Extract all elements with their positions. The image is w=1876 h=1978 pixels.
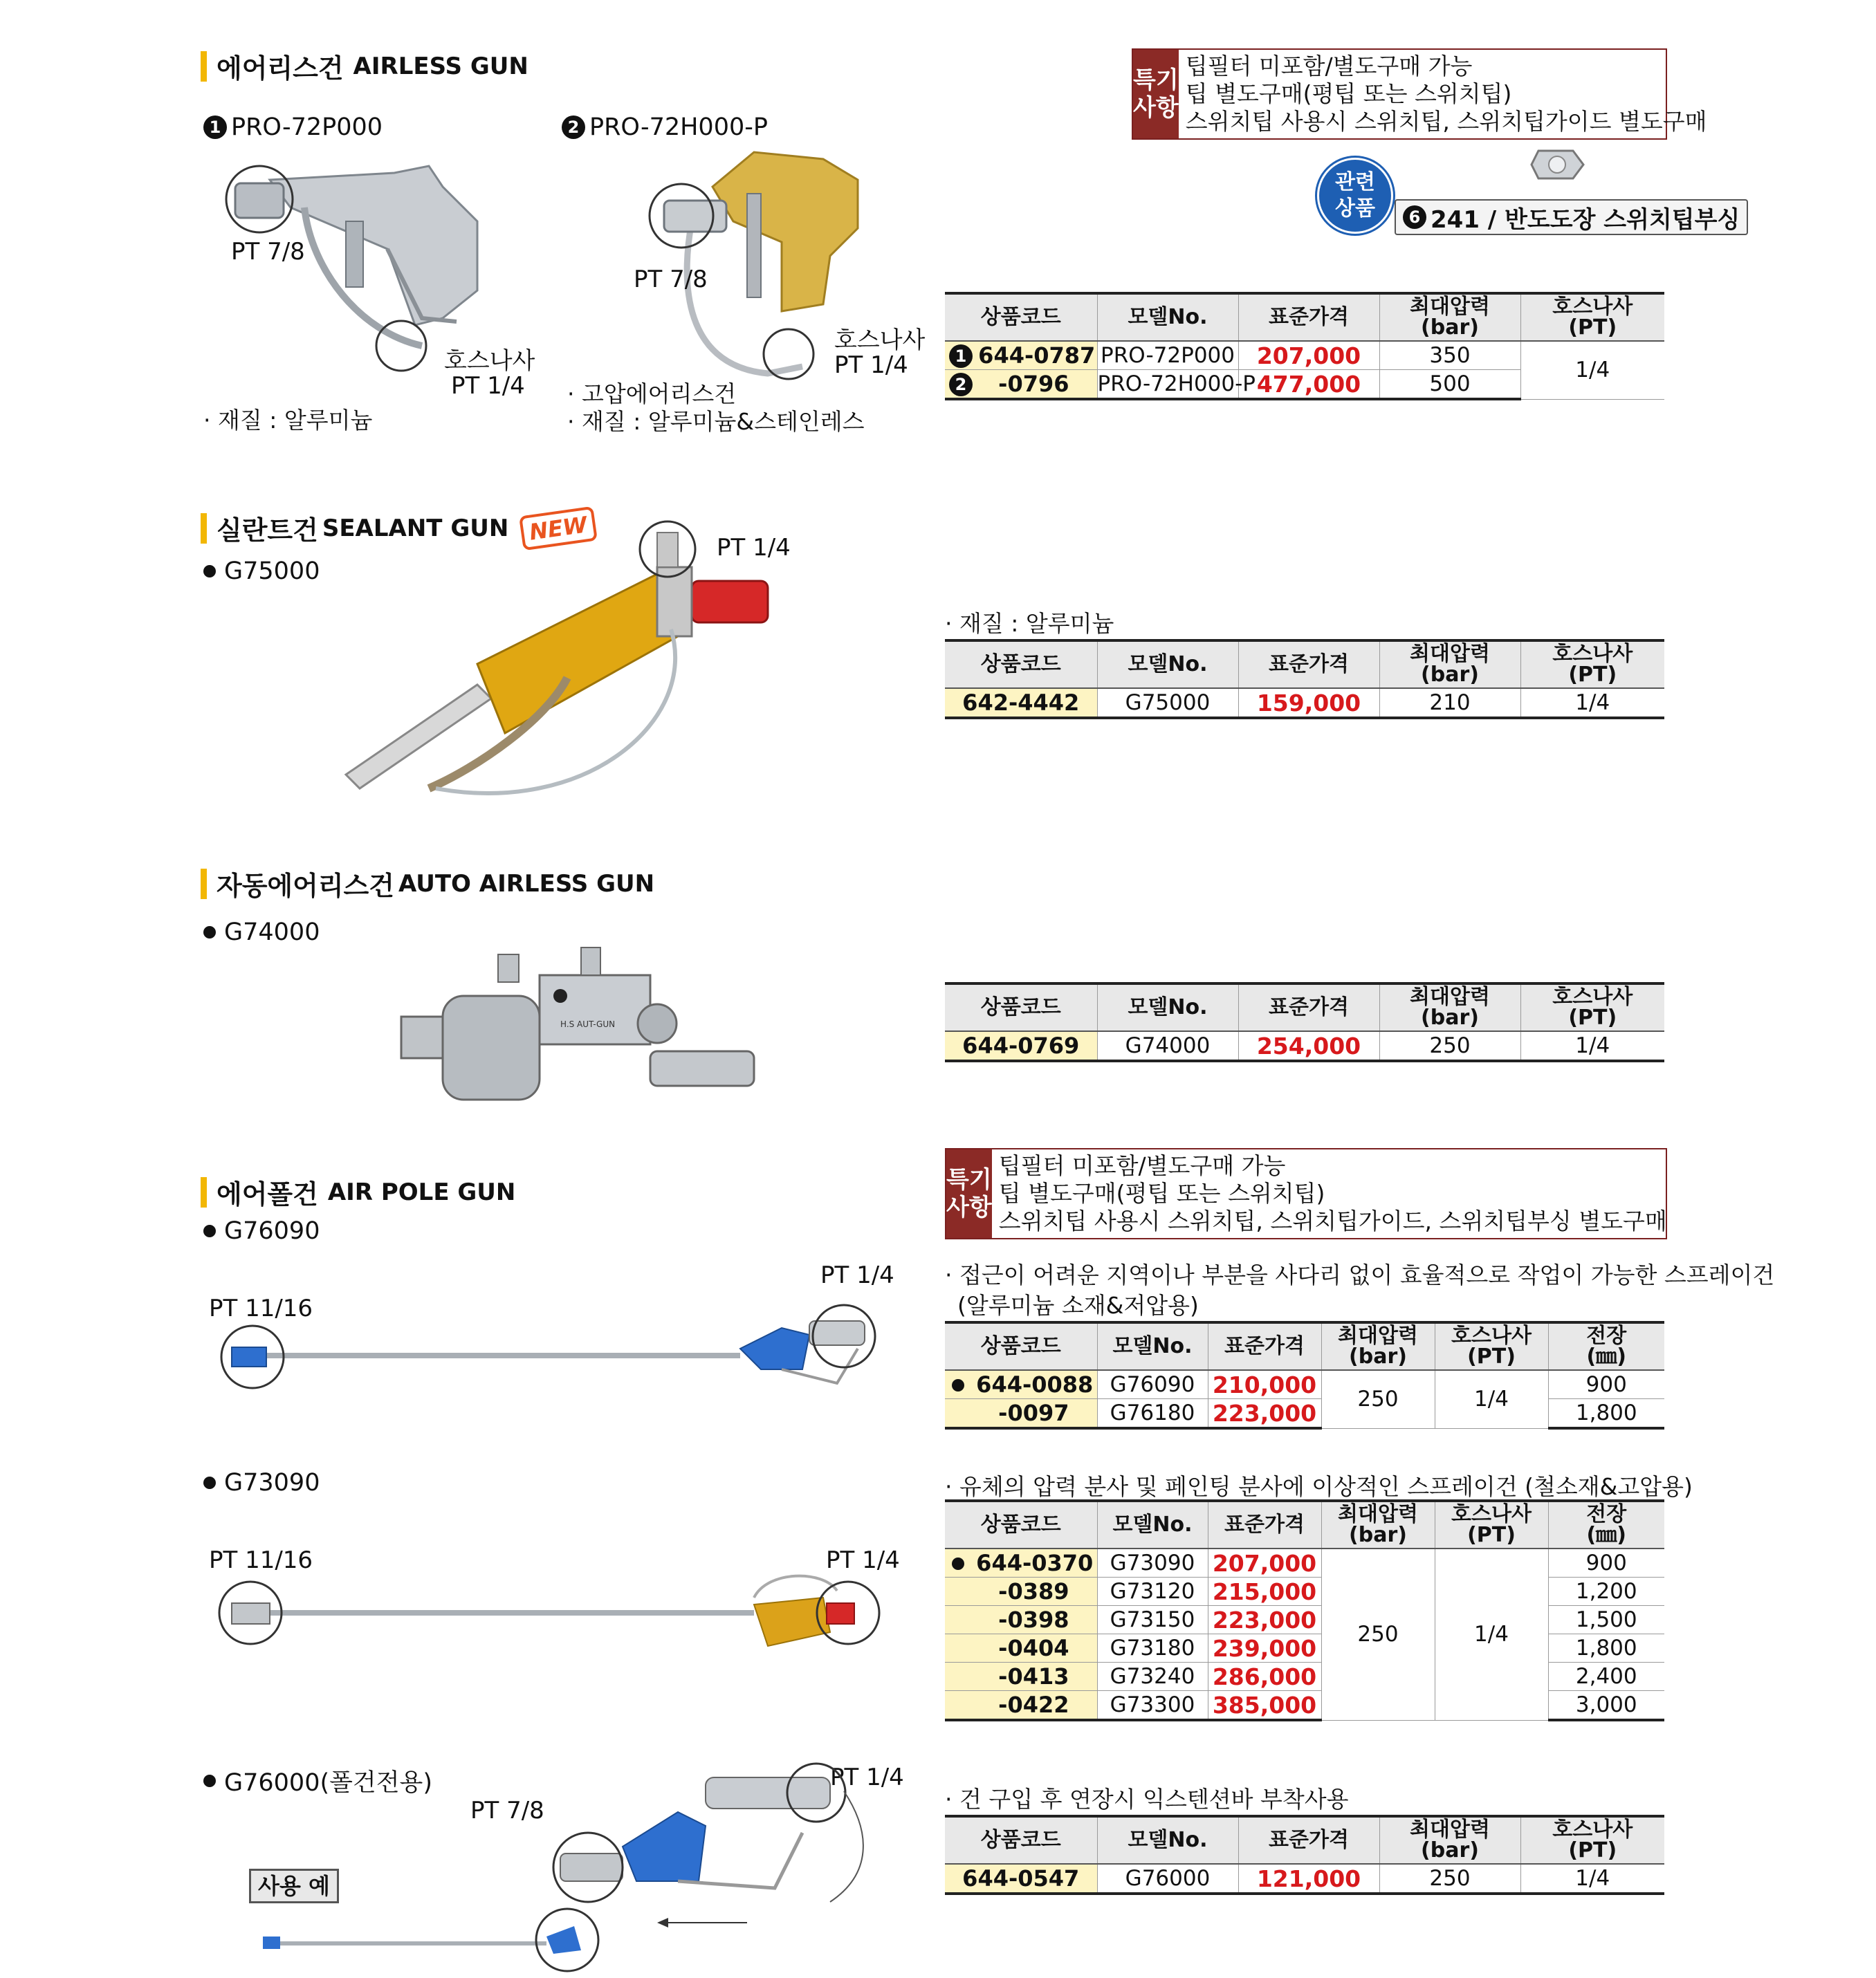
bullet-icon <box>952 1379 964 1392</box>
pole-g2-image <box>214 1570 892 1660</box>
airless-title-ko: 에어리스건 <box>217 53 344 84</box>
auto-gun-body-text: H.S AUT-GUN <box>560 1019 616 1029</box>
special-line-2: 팁 별도구매(평팁 또는 스위치팁) <box>1185 80 1512 107</box>
bullet-icon <box>203 1225 216 1237</box>
gun2-note-2: · 재질 : 알루미늄&스테인레스 <box>567 408 865 435</box>
pressure-cell: 500 <box>1379 370 1520 400</box>
price-cell: 385,000 <box>1208 1691 1321 1721</box>
gun1-material-note: · 재질 : 알루미늄 <box>203 407 373 434</box>
length-cell: 3,000 <box>1548 1691 1664 1721</box>
model-cell: G73300 <box>1097 1691 1208 1721</box>
pole-g2-model-label: G73090 <box>224 1469 320 1497</box>
header-hose: 호스나사 (PT) <box>1435 1322 1548 1370</box>
header-length: 전장 (㎜) <box>1548 1501 1664 1549</box>
price-cell: 239,000 <box>1208 1634 1321 1663</box>
header-price: 표준가격 <box>1238 1816 1379 1864</box>
pole-g3-image <box>249 1750 906 1971</box>
header-code: 상품코드 <box>945 1322 1097 1370</box>
sealant-model <box>203 557 320 585</box>
product-code-cell: -0389 <box>945 1578 1097 1606</box>
gun2-hose-label: 호스나사 <box>834 326 926 354</box>
header-model: 모델No. <box>1097 293 1238 341</box>
header-code: 상품코드 <box>945 640 1097 688</box>
header-code: 상품코드 <box>945 983 1097 1031</box>
title-accent-bar <box>201 51 207 82</box>
table-header-row <box>945 640 1664 688</box>
pole-g1-note-2: (알루미늄 소재&저압용) <box>957 1292 1199 1319</box>
price-cell: 286,000 <box>1208 1663 1321 1691</box>
table-header-row <box>945 293 1664 341</box>
table-row <box>945 688 1664 718</box>
header-model: 모델No. <box>1097 1816 1238 1864</box>
table-row <box>945 1578 1664 1606</box>
related-tag-text: 관련 상품 <box>1335 170 1375 221</box>
gun1-hose-pt: PT 1/4 <box>451 372 525 400</box>
airless-model-2 <box>562 113 768 141</box>
length-cell: 1,800 <box>1548 1399 1664 1429</box>
header-pressure: 최대압력 (bar) <box>1379 640 1520 688</box>
header-pressure: 최대압력 (bar) <box>1379 1816 1520 1864</box>
model-cell: G76180 <box>1097 1399 1208 1429</box>
special-line-2: 팁 별도구매(평팁 또는 스위치팁) <box>998 1180 1325 1207</box>
model-cell: G74000 <box>1097 1031 1238 1061</box>
header-hose: 호스나사 (PT) <box>1520 293 1664 341</box>
header-hose: 호스나사 (PT) <box>1520 983 1664 1031</box>
pressure-cell: 250 <box>1379 1864 1520 1894</box>
table-row <box>945 1864 1664 1894</box>
header-pressure: 최대압력 (bar) <box>1321 1322 1435 1370</box>
pole-g2-pt-right: PT 1/4 <box>826 1546 900 1574</box>
airless-special-notes <box>1132 48 1707 140</box>
sealant-model-label: G75000 <box>224 557 320 585</box>
model-cell: G73240 <box>1097 1663 1208 1691</box>
model-cell: G75000 <box>1097 688 1238 718</box>
table-header-row <box>945 1501 1664 1549</box>
pressure-cell: 350 <box>1379 341 1520 370</box>
product-code: 644-0088 <box>976 1371 1094 1398</box>
number-1-icon: 1 <box>203 115 227 139</box>
number-6-icon: 6 <box>1403 205 1426 229</box>
length-cell: 900 <box>1548 1549 1664 1578</box>
auto-model <box>203 918 320 946</box>
gun1-pt-label: PT 7/8 <box>231 238 305 266</box>
special-tag <box>1133 50 1179 138</box>
hose-cell: 1/4 <box>1435 1370 1548 1428</box>
sealant-material-note: · 재질 : 알루미늄 <box>945 610 1114 637</box>
pole-g1-pt-left: PT 11/16 <box>209 1295 313 1322</box>
pole-g1-model <box>203 1217 320 1245</box>
pole-section-title <box>201 1173 515 1211</box>
model-cell: PRO-72P000 <box>1097 341 1238 370</box>
price-cell: 159,000 <box>1238 688 1379 718</box>
related-product-text: 241 / 반도도장 스위치팁부싱 <box>1431 205 1740 234</box>
pressure-cell: 250 <box>1379 1031 1520 1061</box>
header-price: 표준가격 <box>1208 1501 1321 1549</box>
pressure-cell: 250 <box>1321 1370 1435 1428</box>
header-hose: 호스나사 (PT) <box>1520 640 1664 688</box>
model-cell: G76090 <box>1097 1370 1208 1399</box>
title-accent-bar <box>201 869 207 899</box>
airless-model-2-label: PRO-72H000-P <box>589 113 768 141</box>
gun2-pt-label: PT 7/8 <box>634 266 708 293</box>
price-cell: 254,000 <box>1238 1031 1379 1061</box>
title-accent-bar <box>201 513 207 544</box>
pole-g3-pt-right: PT 1/4 <box>830 1764 904 1791</box>
product-code: -0796 <box>998 371 1069 397</box>
table-header-row <box>945 1322 1664 1370</box>
airless-spec-table <box>945 292 1664 400</box>
product-code-cell: 644-0769 <box>945 1031 1097 1061</box>
bullet-icon <box>203 565 216 577</box>
header-code: 상품코드 <box>945 293 1097 341</box>
pole-g1-image <box>214 1293 879 1404</box>
length-cell: 1,200 <box>1548 1578 1664 1606</box>
sealant-pt-label: PT 1/4 <box>717 534 791 562</box>
product-code-cell: 642-4442 <box>945 688 1097 718</box>
price-cell: 215,000 <box>1208 1578 1321 1606</box>
price-cell: 207,000 <box>1208 1549 1321 1578</box>
header-price: 표준가격 <box>1238 983 1379 1031</box>
header-price: 표준가격 <box>1208 1322 1321 1370</box>
hose-cell: 1/4 <box>1520 688 1664 718</box>
pressure-cell: 210 <box>1379 688 1520 718</box>
airless-model-1 <box>203 113 383 141</box>
sealant-title-ko: 실란트건 <box>217 515 318 546</box>
price-cell: 210,000 <box>1208 1370 1321 1399</box>
model-cell: G73150 <box>1097 1606 1208 1634</box>
bullet-icon <box>203 1477 216 1489</box>
sealant-gun-image <box>339 526 782 816</box>
hose-cell: 1/4 <box>1520 1864 1664 1894</box>
header-price: 표준가격 <box>1238 640 1379 688</box>
price-cell: 223,000 <box>1208 1399 1321 1429</box>
hose-cell: 1/4 <box>1520 341 1664 399</box>
number-2-icon: 2 <box>949 373 973 396</box>
special-line-3: 스위치팁 사용시 스위치팁, 스위치팁가이드 별도구매 <box>1185 108 1707 135</box>
table-header-row <box>945 983 1664 1031</box>
header-length: 전장 (㎜) <box>1548 1322 1664 1370</box>
pole-g1-spec-table <box>945 1321 1664 1430</box>
header-model: 모델No. <box>1097 1501 1208 1549</box>
bullet-icon <box>203 926 216 939</box>
pole-title-en: AIR POLE GUN <box>327 1178 516 1206</box>
length-cell: 1,500 <box>1548 1606 1664 1634</box>
length-cell: 900 <box>1548 1370 1664 1399</box>
product-code-cell <box>945 1370 1097 1399</box>
pole-special-notes <box>945 1148 1667 1239</box>
related-product-badge <box>1317 158 1393 234</box>
product-code-cell <box>945 1549 1097 1578</box>
hose-cell: 1/4 <box>1435 1549 1548 1720</box>
header-price: 표준가격 <box>1238 293 1379 341</box>
product-code-cell <box>945 341 1097 370</box>
pole-g1-model-label: G76090 <box>224 1217 320 1245</box>
special-tag-text: 특기 사항 <box>1133 66 1179 122</box>
model-cell: G76000 <box>1097 1864 1238 1894</box>
pole-g3-pt-left: PT 7/8 <box>470 1797 544 1824</box>
auto-model-label: G74000 <box>224 918 320 946</box>
product-code-cell: -0413 <box>945 1663 1097 1691</box>
bullet-icon <box>203 1775 216 1787</box>
table-row <box>945 1370 1664 1399</box>
number-2-icon: 2 <box>562 115 585 139</box>
header-hose: 호스나사 (PT) <box>1435 1501 1548 1549</box>
table-row <box>945 1691 1664 1721</box>
model-cell: PRO-72H000-P <box>1097 370 1238 400</box>
auto-section-title <box>201 865 654 903</box>
gun2-hose-pt: PT 1/4 <box>834 351 908 379</box>
pole-g2-note-1: · 유체의 압력 분사 및 페인팅 분사에 이상적인 스프레이건 (철소재&고압용) <box>945 1473 1693 1500</box>
header-model: 모델No. <box>1097 983 1238 1031</box>
header-model: 모델No. <box>1097 1322 1208 1370</box>
table-header-row <box>945 1816 1664 1864</box>
table-row <box>945 1549 1664 1578</box>
pole-g3-model-label: G76000(폴건전용) <box>224 1769 433 1797</box>
product-code: 644-0370 <box>976 1550 1094 1576</box>
product-code-cell <box>945 370 1097 400</box>
product-code-cell: 644-0547 <box>945 1864 1097 1894</box>
header-code: 상품코드 <box>945 1501 1097 1549</box>
pole-g3-spec-table <box>945 1815 1664 1895</box>
table-row <box>945 1663 1664 1691</box>
price-cell: 223,000 <box>1208 1606 1321 1634</box>
hose-cell: 1/4 <box>1520 1031 1664 1061</box>
related-product-box[interactable] <box>1395 199 1748 235</box>
price-cell: 121,000 <box>1238 1864 1379 1894</box>
header-hose: 호스나사 (PT) <box>1520 1816 1664 1864</box>
table-row <box>945 1031 1664 1061</box>
header-model: 모델No. <box>1097 640 1238 688</box>
number-1-icon: 1 <box>949 344 973 368</box>
pole-g1-pt-right: PT 1/4 <box>820 1261 894 1289</box>
pole-g1-note-1: · 접근이 어려운 지역이나 부분을 사다리 없이 효율적으로 작업이 가능한 스프레이건 <box>945 1261 1775 1288</box>
product-code: 644-0787 <box>978 342 1096 369</box>
header-code: 상품코드 <box>945 1816 1097 1864</box>
new-badge: NEW <box>519 506 598 551</box>
pressure-cell: 250 <box>1321 1549 1435 1720</box>
model-cell: G73090 <box>1097 1549 1208 1578</box>
special-line-1: 팁필터 미포함/별도구매 가능 <box>1185 53 1473 80</box>
table-row <box>945 1606 1664 1634</box>
auto-airless-gun-image <box>394 948 761 1113</box>
header-pressure: 최대압력 (bar) <box>1379 293 1520 341</box>
airless-section-title <box>201 47 528 85</box>
table-row <box>945 341 1664 370</box>
price-cell: 207,000 <box>1238 341 1379 370</box>
header-pressure: 최대압력 (bar) <box>1321 1501 1435 1549</box>
pole-g2-model <box>203 1469 320 1497</box>
sealant-spec-table <box>945 639 1664 719</box>
title-accent-bar <box>201 1177 207 1208</box>
sealant-title-en: SEALANT GUN <box>322 514 509 542</box>
special-line-1: 팁필터 미포함/별도구매 가능 <box>998 1152 1286 1179</box>
switch-tip-bushing-image <box>1532 144 1587 185</box>
auto-title-ko: 자동에어리스건 <box>217 871 394 901</box>
table-row <box>945 1399 1664 1429</box>
model-cell: G73180 <box>1097 1634 1208 1663</box>
pole-g2-spec-table <box>945 1499 1664 1721</box>
product-code-cell: -0422 <box>945 1691 1097 1721</box>
usage-example-label: 사용 예 <box>249 1869 339 1903</box>
pole-g2-pt-left: PT 11/16 <box>209 1546 313 1574</box>
special-tag <box>946 1149 992 1238</box>
pole-title-ko: 에어폴건 <box>217 1179 318 1210</box>
model-cell: G73120 <box>1097 1578 1208 1606</box>
airless-title-en: AIRLESS GUN <box>353 52 528 80</box>
product-code-cell: -0398 <box>945 1606 1097 1634</box>
gun2-note-1: · 고압에어리스건 <box>567 380 737 407</box>
length-cell: 2,400 <box>1548 1663 1664 1691</box>
auto-spec-table <box>945 982 1664 1062</box>
auto-title-en: AUTO AIRLESS GUN <box>398 869 655 898</box>
bullet-icon <box>952 1558 964 1570</box>
airless-model-1-label: PRO-72P000 <box>231 113 383 141</box>
gun1-hose-label: 호스나사 <box>444 347 535 375</box>
special-tag-text: 특기 사항 <box>946 1166 992 1221</box>
special-line-3: 스위치팁 사용시 스위치팁, 스위치팁가이드, 스위치팁부싱 별도구매 <box>998 1208 1667 1235</box>
pole-g3-note-1: · 건 구입 후 연장시 익스텐션바 부착사용 <box>945 1786 1349 1813</box>
price-cell: 477,000 <box>1238 370 1379 400</box>
product-code-cell: -0404 <box>945 1634 1097 1663</box>
product-code-cell: -0097 <box>945 1399 1097 1429</box>
length-cell: 1,800 <box>1548 1634 1664 1663</box>
header-pressure: 최대압력 (bar) <box>1379 983 1520 1031</box>
table-row <box>945 1634 1664 1663</box>
